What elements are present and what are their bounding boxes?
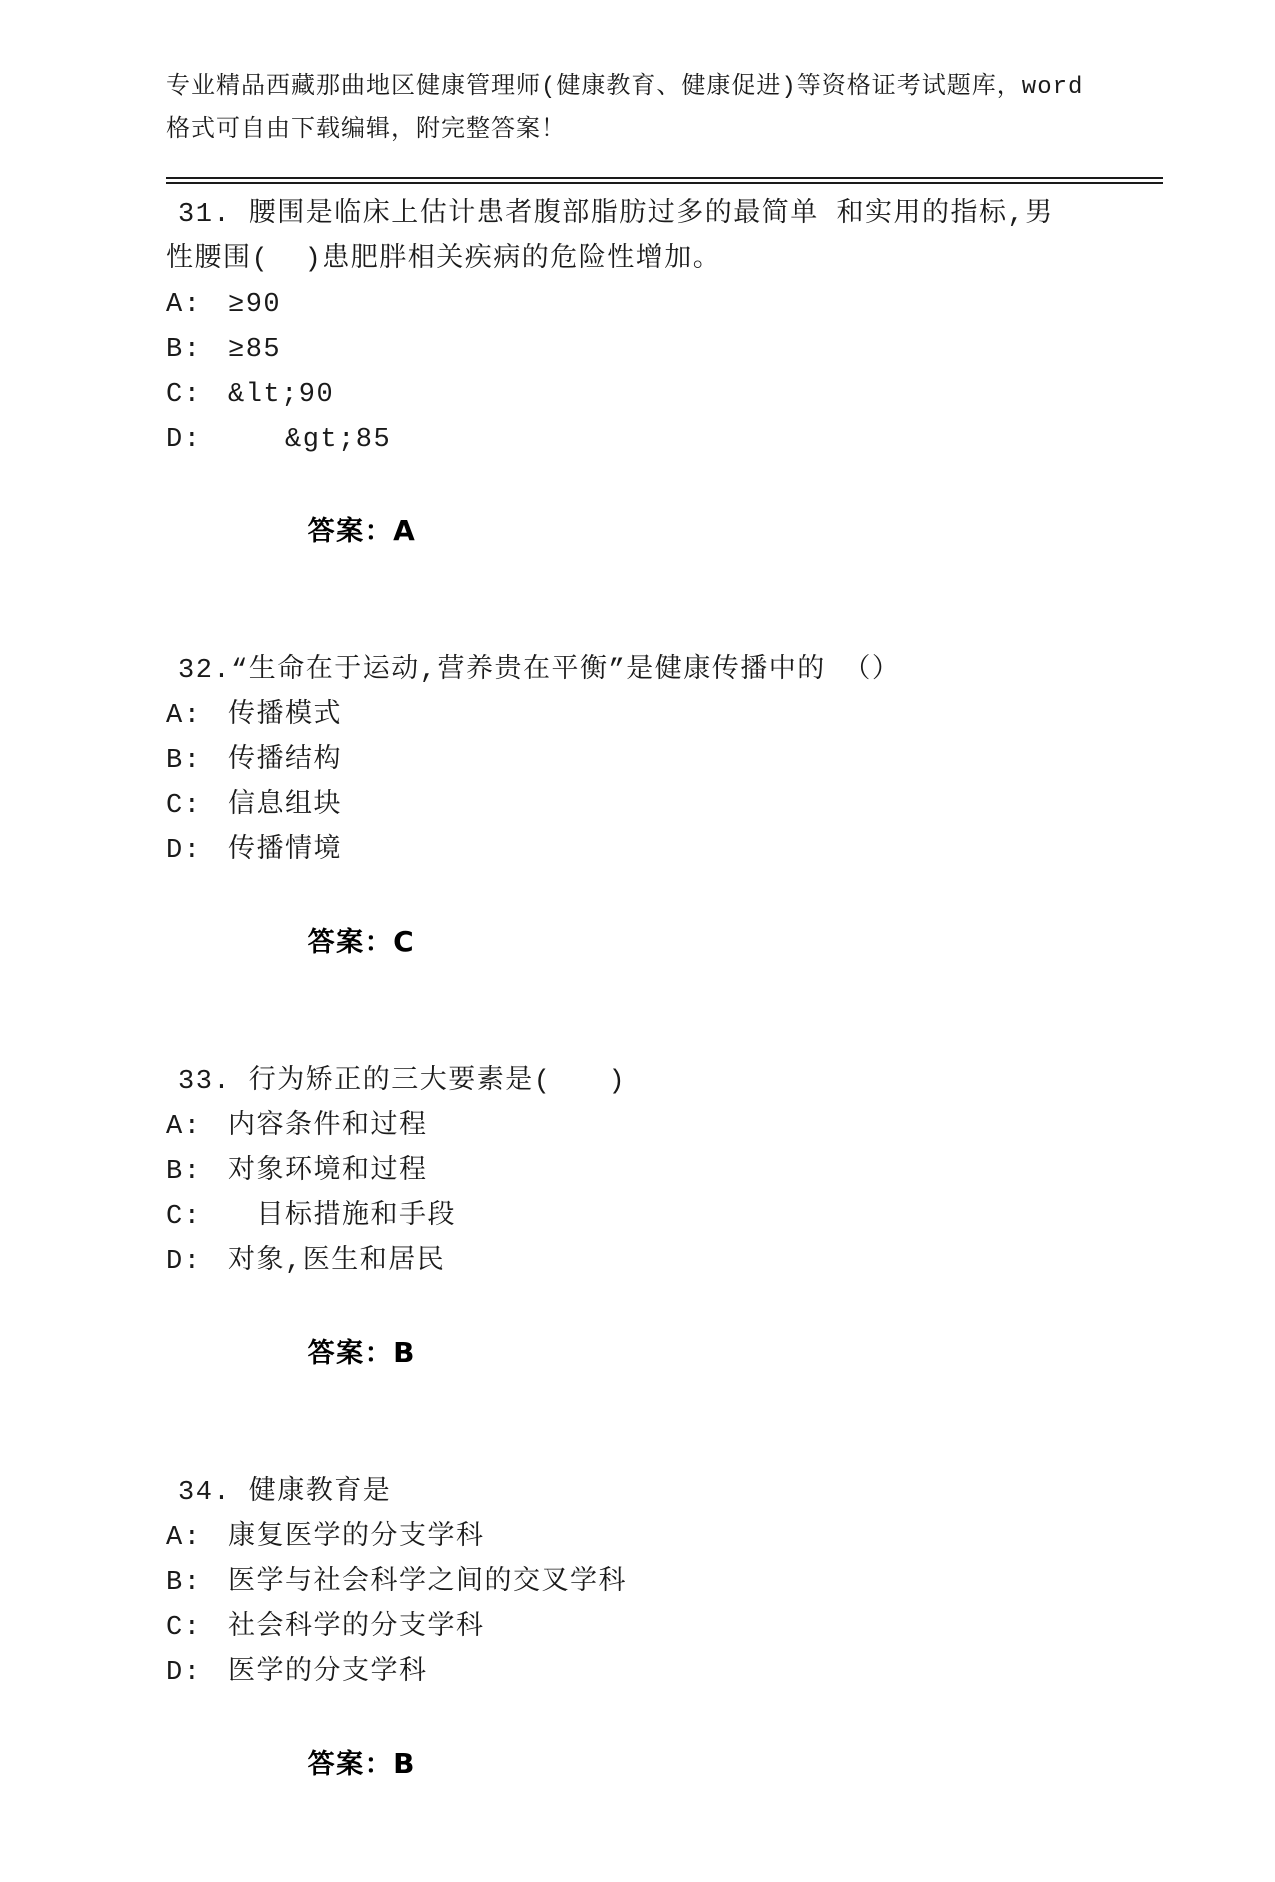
option-row-b <box>166 1561 1216 1606</box>
questions-section <box>166 193 1216 1882</box>
question-title-continued: 性腰围( )患肥胖相关疾病的危险性增加。 <box>166 245 722 275</box>
answer-letter: B <box>393 1336 416 1369</box>
option-label: D: <box>166 1658 202 1688</box>
option-label: D: <box>166 425 202 455</box>
option-text: &lt;90 <box>228 380 335 410</box>
answer-line <box>166 1696 1216 1835</box>
option-label: D: <box>166 1247 202 1277</box>
question-title: 31. 腰围是临床上估计患者腹部脂肪过多的最简单 和实用的指标,男 <box>178 200 1054 230</box>
option-label: B: <box>166 1568 202 1598</box>
option-label: C: <box>166 380 202 410</box>
option-text: 传播情境 <box>228 836 342 866</box>
option-label: B: <box>166 335 202 365</box>
question-33 <box>166 1060 1216 1424</box>
page-header <box>166 66 1166 152</box>
option-label: C: <box>166 791 202 821</box>
answer-letter: C <box>393 925 416 958</box>
option-row-d <box>166 1240 1216 1285</box>
answer-letter: B <box>393 1747 416 1780</box>
answer-prefix: 答案： <box>307 1752 394 1782</box>
option-text: 社会科学的分支学科 <box>228 1613 485 1643</box>
option-text: ≥85 <box>228 335 282 365</box>
answer-prefix: 答案： <box>307 930 394 960</box>
option-row-d <box>166 829 1216 874</box>
option-label: A: <box>166 1112 202 1142</box>
option-text: 对象环境和过程 <box>228 1157 428 1187</box>
answer-prefix: 答案： <box>307 519 394 549</box>
option-row-c <box>166 1195 1216 1240</box>
option-row-d <box>166 418 1216 463</box>
option-label: A: <box>166 1523 202 1553</box>
option-label: C: <box>166 1202 202 1232</box>
option-text: ≥90 <box>228 290 282 320</box>
option-text: 对象,医生和居民 <box>228 1247 446 1277</box>
question-34 <box>166 1471 1216 1835</box>
option-text: 医学的分支学科 <box>228 1658 428 1688</box>
option-text: 传播结构 <box>228 746 342 776</box>
question-title: 33. 行为矫正的三大要素是( ) <box>178 1067 627 1097</box>
option-text: 传播模式 <box>228 701 342 731</box>
option-label: B: <box>166 746 202 776</box>
option-row-a <box>166 1105 1216 1150</box>
answer-line <box>166 874 1216 1013</box>
header-line-1: 专业精品西藏那曲地区健康管理师(健康教育、健康促进)等资格证考试题库，word <box>166 74 1084 101</box>
question-32 <box>166 649 1216 1013</box>
option-row-b <box>166 1150 1216 1195</box>
option-row-c <box>166 373 1216 418</box>
option-row-c <box>166 784 1216 829</box>
option-row-a <box>166 1516 1216 1561</box>
question-31 <box>166 193 1216 602</box>
answer-line <box>166 463 1216 602</box>
option-row-c <box>166 1606 1216 1651</box>
option-text: 医学与社会科学之间的交叉学科 <box>228 1568 627 1598</box>
option-text: 目标措施和手段 <box>228 1202 456 1232</box>
option-label: A: <box>166 701 202 731</box>
option-label: A: <box>166 290 202 320</box>
option-label: D: <box>166 836 202 866</box>
option-row-b <box>166 328 1216 373</box>
option-text: &gt;85 <box>228 425 392 455</box>
question-title: 34. 健康教育是 <box>178 1478 392 1508</box>
header-divider-double-rule <box>166 177 1163 184</box>
option-label: C: <box>166 1613 202 1643</box>
question-title: 32.“生命在于运动,营养贵在平衡”是健康传播中的 （） <box>178 656 901 686</box>
answer-letter: A <box>393 514 417 547</box>
option-text: 康复医学的分支学科 <box>228 1523 485 1553</box>
option-row-b <box>166 739 1216 784</box>
answer-prefix: 答案： <box>307 1341 394 1371</box>
option-text: 内容条件和过程 <box>228 1112 428 1142</box>
option-row-a <box>166 694 1216 739</box>
option-row-d <box>166 1651 1216 1696</box>
answer-line <box>166 1285 1216 1424</box>
option-text: 信息组块 <box>228 791 342 821</box>
option-label: B: <box>166 1157 202 1187</box>
option-row-a <box>166 283 1216 328</box>
header-line-2: 格式可自由下载编辑，附完整答案！ <box>166 117 566 144</box>
